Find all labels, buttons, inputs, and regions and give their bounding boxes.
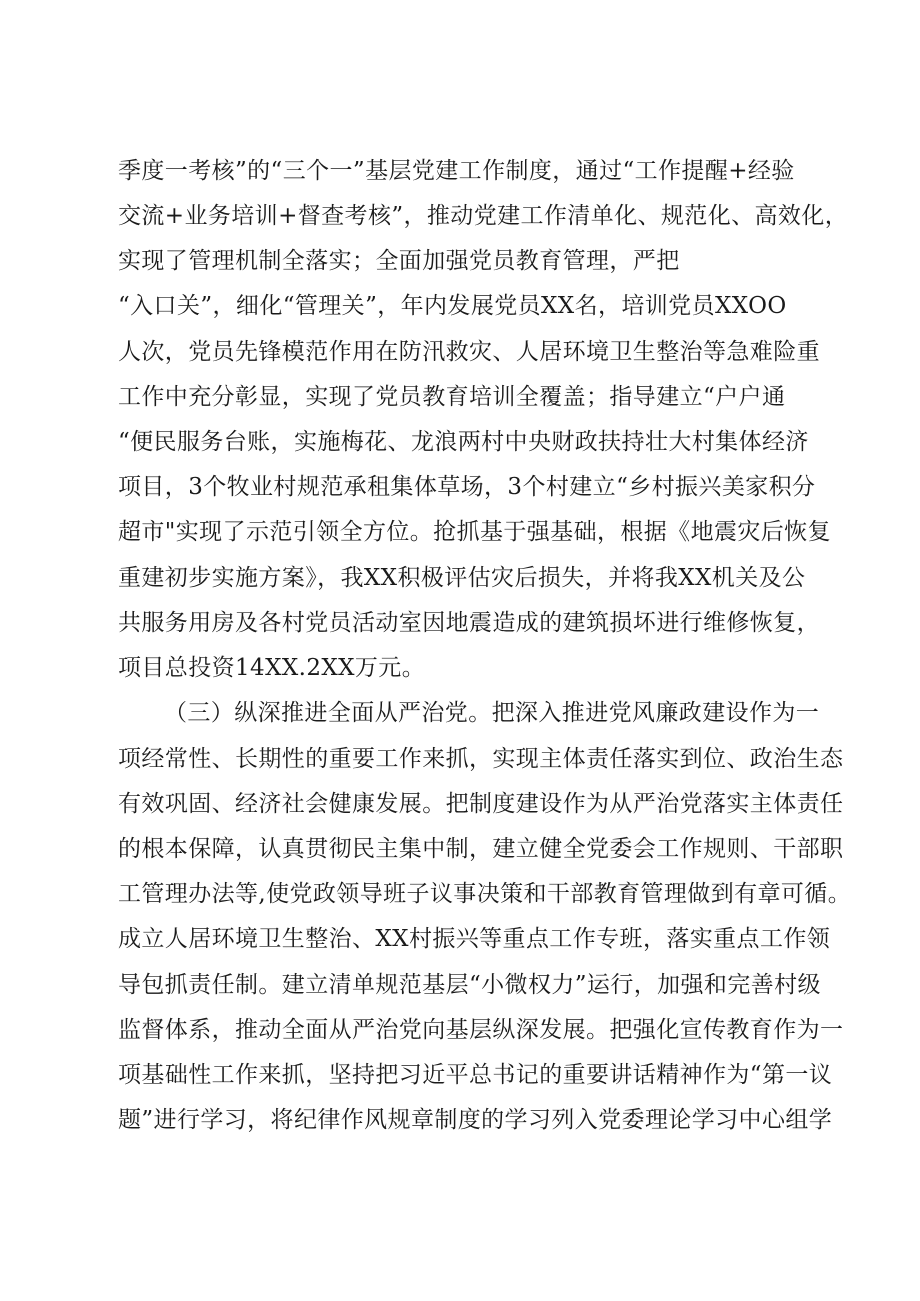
text-line: 题”进行学习，将纪律作风规章制度的学习列入党委理论学习中心组学 <box>118 1107 833 1133</box>
text-line: 成立人居环境卫生整治、XX村振兴等重点工作专班，落实重点工作领 <box>118 926 831 952</box>
text-line: 项经常性、长期性的重要工作来抓，实现主体责任落实到位、政治生态 <box>118 746 844 772</box>
text-line: 实现了管理机制全落实；全面加强党员教育管理，严把 <box>118 248 680 274</box>
text-line: 项目，3个牧业村规范承租集体草场，3个村建立“乡村振兴美家积分 <box>118 474 816 500</box>
text-line: 重建初步实施方案》，我XX积极评估灾后损失，并将我XX机关及公 <box>118 565 806 591</box>
text-line: “入口关”，细化“管理关”，年内发展党员XX名，培训党员XXOO <box>118 293 787 319</box>
text-line: “便民服务台账，实施梅花、龙浪两村中央财政扶持壮大村集体经济 <box>118 429 809 455</box>
text-line: 的根本保障，认真贯彻民主集中制，建立健全党委会工作规则、干部职 <box>118 836 844 862</box>
text-line: 工作中充分彰显，实现了党员教育培训全覆盖；指导建立“户户通 <box>118 384 786 410</box>
text-line: 季度一考核”的“三个一”基层党建工作制度，通过“工作提醒+经验 <box>118 158 795 184</box>
text-line: 导包抓责任制。建立清单规范基层“小微权力”运行，加强和完善村级 <box>118 972 821 998</box>
text-line: 项目总投资14XX.2XX万元。 <box>118 655 426 681</box>
text-line: 人次，党员先锋模范作用在防汛救灾、人居环境卫生整治等急难险重 <box>118 339 820 365</box>
text-line: 共服务用房及各村党员活动室因地震造成的建筑损坏进行维修恢复， <box>118 610 820 636</box>
text-line: 有效巩固、经济社会健康发展。把制度建设作为从严治党落实主体责任 <box>118 791 844 817</box>
text-line: 工管理办法等,使党政领导班子议事决策和干部教育管理做到有章可循。 <box>118 881 852 907</box>
text-line: 交流+业务培训+督查考核”，推动党建工作清单化、规范化、高效化， <box>118 203 849 229</box>
text-line: 项基础性工作来抓，坚持把习近平总书记的重要讲话精神作为“第一议 <box>118 1062 833 1088</box>
text-line: 监督体系，推动全面从严治党向基层纵深发展。把强化宣传教育作为一 <box>118 1017 844 1043</box>
section-heading-line: （三）纵深推进全面从严治党。把深入推进党风廉政建设作为一 <box>164 700 820 726</box>
text-line: 超市"实现了示范引领全方位。抢抓基于强基础，根据《地震灾后恢复 <box>118 519 831 545</box>
